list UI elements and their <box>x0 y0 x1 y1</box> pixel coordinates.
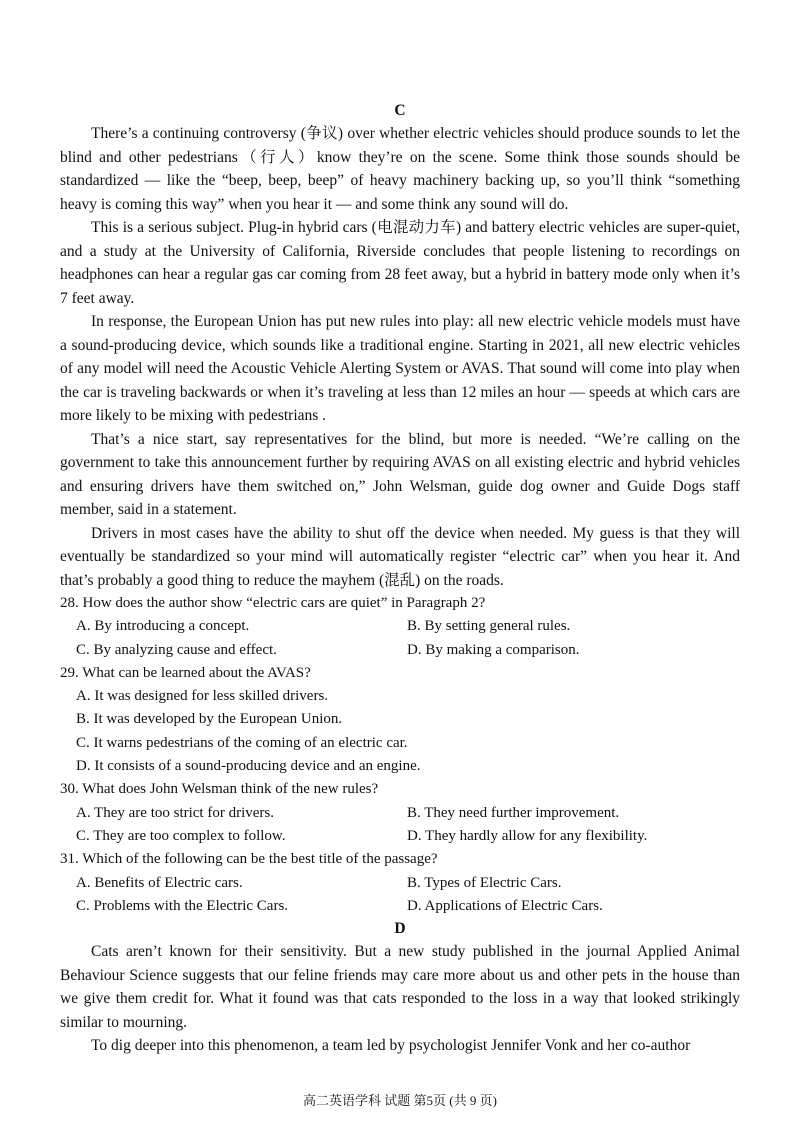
section-c-paragraph-4: That’s a nice start, say representatives for the blind, but more is needed. “We’re calling on the government to take this announcement further by requiring AVAS on all existing electric and hybrid vehicles and ensuring drivers have them switched on,” John Welsman, guide dog owner and Guide Dogs staff member, said in a statement. <box>60 430 740 518</box>
question-options <box>60 872 740 919</box>
option-b: B. Types of Electric Cars. <box>407 874 562 891</box>
option-b: B. It was developed by the European Union. <box>76 711 343 728</box>
option-d: D. They hardly allow for any flexibility. <box>407 827 648 844</box>
section-d-paragraph-1: Cats aren’t known for their sensitivity. But a new study published in the journal Applied Animal Behaviour Science suggests that our feline friends may care more about us and other pets in the house than we give them credit for. What it found was that cats responded to the loss in a way that looked strikingly similar to mourning. <box>60 943 740 1031</box>
question-stem: 30. What does John Welsman think of the new rules? <box>60 781 379 798</box>
question-29 <box>60 662 740 778</box>
question-options <box>60 615 740 662</box>
option-a: A. They are too strict for drivers. <box>76 804 274 821</box>
question-options <box>60 802 740 849</box>
question-28 <box>60 592 740 662</box>
section-c-paragraph-5: Drivers in most cases have the ability to shut off the device when needed. My guess is that they will eventually be standardized so your mind will automatically register “electric car” when you hear it. And that’s probably a good thing to reduce the mayhem (混乱) on the roads. <box>60 524 740 589</box>
question-31 <box>60 848 740 918</box>
section-c-paragraph-2: This is a serious subject. Plug-in hybrid cars (电混动力车) and battery electric vehicles are super-quiet, and a study at the University of California, Riverside concludes that people listening to recordings on headphones can hear a regular gas car coming from 28 feet away, but a hybrid in battery mode only when it’s 7 feet away. <box>60 219 740 307</box>
option-d: D. Applications of Electric Cars. <box>407 897 603 914</box>
option-c: C. It warns pedestrians of the coming of an electric car. <box>76 734 408 751</box>
section-c-title: C <box>394 102 406 119</box>
option-b: B. By setting general rules. <box>407 618 571 635</box>
page-footer: 高二英语学科 试题 第5页 (共 9 页) <box>303 1093 497 1108</box>
option-d: D. It consists of a sound-producing device and an engine. <box>76 758 421 775</box>
section-c-paragraph-3: In response, the European Union has put new rules into play: all new electric vehicle models must have a sound-producing device, which sounds like a traditional engine. Starting in 2021, all new electric vehicles of any model will need the Acoustic Vehicle Alerting System or AVAS. That sound will come into play when the car is traveling backwards or when it’s traveling at less than 12 miles an hour — speeds at which cars are more likely to be mixing with pedestrians . <box>60 313 740 424</box>
section-d-paragraph-2: To dig deeper into this phenomenon, a team led by psychologist Jennifer Vonk and her co-author <box>91 1037 691 1055</box>
section-c-paragraph-1: There’s a continuing controversy (争议) over whether electric vehicles should produce sounds to let the blind and other pedestrians（行人）know they’re on the scene. Some think those sounds should be standardized — like the “beep, beep, beep” of heavy machinery backing up, so you’ll think “something heavy is coming this way” when you hear it — and some think any sound will do. <box>60 125 740 213</box>
option-a: A. It was designed for less skilled drivers. <box>76 688 329 705</box>
page-content <box>60 100 740 1058</box>
question-stem: 28. How does the author show “electric cars are quiet” in Paragraph 2? <box>60 595 486 611</box>
question-stem: 31. Which of the following can be the best title of the passage? <box>60 851 438 868</box>
option-b: B. They need further improvement. <box>407 804 620 821</box>
option-d: D. By making a comparison. <box>407 641 580 658</box>
question-stem: 29. What can be learned about the AVAS? <box>60 664 311 681</box>
question-30 <box>60 778 740 848</box>
option-c: C. By analyzing cause and effect. <box>76 641 277 658</box>
option-c: C. Problems with the Electric Cars. <box>76 897 289 914</box>
option-a: A. Benefits of Electric cars. <box>76 874 243 891</box>
section-d-title: D <box>394 920 406 938</box>
question-options <box>60 685 740 778</box>
option-c: C. They are too complex to follow. <box>76 827 286 844</box>
option-a: A. By introducing a concept. <box>76 618 250 635</box>
